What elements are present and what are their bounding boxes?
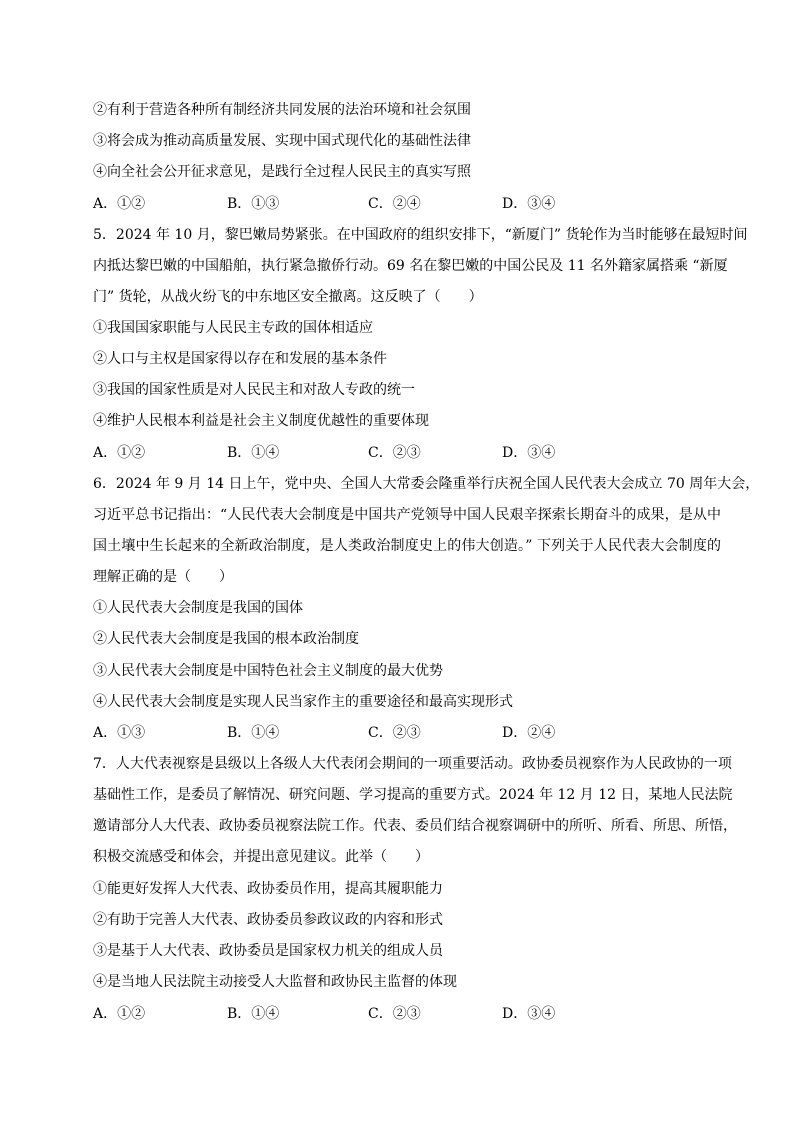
q7-statement-2: ②有助于完善人大代表、政协委员参政议政的内容和形式 <box>93 912 443 928</box>
q5-stem-line-2: 内抵达黎巴嫩的中国船舶，执行紧急撤侨行动。69 名在黎巴嫩的中国公民及 11 名外籍家属搭乘 “新厦 <box>93 258 728 274</box>
q6-statement-2: ②人民代表大会制度是我国的根本政治制度 <box>93 631 359 647</box>
q4-statement-3: ③将会成为推动高质量发展、实现中国式现代化的基础性法律 <box>93 133 471 149</box>
q5-statement-4: ④维护人民根本利益是社会主义制度优越性的重要体现 <box>93 413 429 429</box>
q5-option-d: D．③④ <box>502 445 556 461</box>
q7-option-d: D．③④ <box>502 1006 556 1022</box>
q5-stem-line-3: 门” 货轮，从战火纷飞的中东地区安全撤离。这反映了（ ） <box>93 289 483 305</box>
q7-options <box>93 1004 713 1026</box>
q7-stem-line-4: 积极交流感受和体会，并提出意见建议。此举（ ） <box>93 849 429 865</box>
q5-statement-2: ②人口与主权是国家得以存在和发展的基本条件 <box>93 351 387 367</box>
q7-stem-line-2: 基础性工作，是委员了解情况、研究问题、学习提高的重要方式。2024 年 12 月 12 日，某地人民法院 <box>93 787 733 803</box>
q5-stem-line-1: 5．2024 年 10 月，黎巴嫩局势紧张。在中国政府的组织安排下，“新厦门” 货轮作为当时能够在最短时间 <box>93 227 748 243</box>
q7-stem-line-1: 7．人大代表视察是县级以上各级人大代表闭会期间的一项重要活动。政协委员视察作为人民政协的一项 <box>93 756 732 772</box>
q6-statement-4: ④人民代表大会制度是实现人民当家作主的重要途径和最高实现形式 <box>93 694 513 710</box>
q4-option-a: A．①② <box>93 196 146 212</box>
q5-option-b: B．①④ <box>227 445 280 461</box>
q4-option-b: B．①③ <box>227 196 280 212</box>
q6-option-a: A．①③ <box>93 725 146 741</box>
q6-stem-line-4: 理解正确的是（ ） <box>93 569 233 585</box>
q6-option-c: C．②③ <box>368 725 421 741</box>
q7-statement-4: ④是当地人民法院主动接受人大监督和政协民主监督的体现 <box>93 974 457 990</box>
q7-option-a: A．①② <box>93 1006 146 1022</box>
q7-option-b: B．①④ <box>227 1006 280 1022</box>
q4-option-c: C．②④ <box>368 196 421 212</box>
q6-statement-1: ①人民代表大会制度是我国的国体 <box>93 600 303 616</box>
q6-option-b: B．①④ <box>227 725 280 741</box>
q6-statement-3: ③人民代表大会制度是中国特色社会主义制度的最大优势 <box>93 663 443 679</box>
q4-options <box>93 194 713 216</box>
q4-option-d: D．③④ <box>502 196 556 212</box>
q5-statement-1: ①我国国家职能与人民民主专政的国体相适应 <box>93 320 373 336</box>
q6-stem-line-3: 国土壤中生长起来的全新政治制度，是人类政治制度史上的伟大创造。” 下列关于人民代表大会制度的 <box>93 538 721 554</box>
q7-statement-1: ①能更好发挥人大代表、政协委员作用，提高其履职能力 <box>93 881 443 897</box>
q4-statement-4: ④向全社会公开征求意见，是践行全过程人民民主的真实写照 <box>93 164 471 180</box>
q5-option-c: C．②③ <box>368 445 421 461</box>
q6-options <box>93 723 713 745</box>
q4-statement-2: ②有利于营造各种所有制经济共同发展的法治环境和社会氛围 <box>93 102 471 118</box>
q7-statement-3: ③是基于人大代表、政协委员是国家权力机关的组成人员 <box>93 943 443 959</box>
q6-stem-line-1: 6．2024 年 9 月 14 日上午，党中央、全国人大常委会隆重举行庆祝全国人民代表大会成立 70 周年大会， <box>93 476 760 492</box>
q7-stem-line-3: 邀请部分人大代表、政协委员视察法院工作。代表、委员们结合视察调研中的所听、所看、所思、所悟， <box>93 818 737 834</box>
q5-statement-3: ③我国的国家性质是对人民民主和对敌人专政的统一 <box>93 382 415 398</box>
q5-options <box>93 443 713 465</box>
q5-option-a: A．①② <box>93 445 146 461</box>
q6-stem-line-2: 习近平总书记指出：“人民代表大会制度是中国共产党领导中国人民艰辛探索长期奋斗的成果，是从中 <box>93 507 721 523</box>
q6-option-d: D．②④ <box>502 725 556 741</box>
q7-option-c: C．②③ <box>368 1006 421 1022</box>
